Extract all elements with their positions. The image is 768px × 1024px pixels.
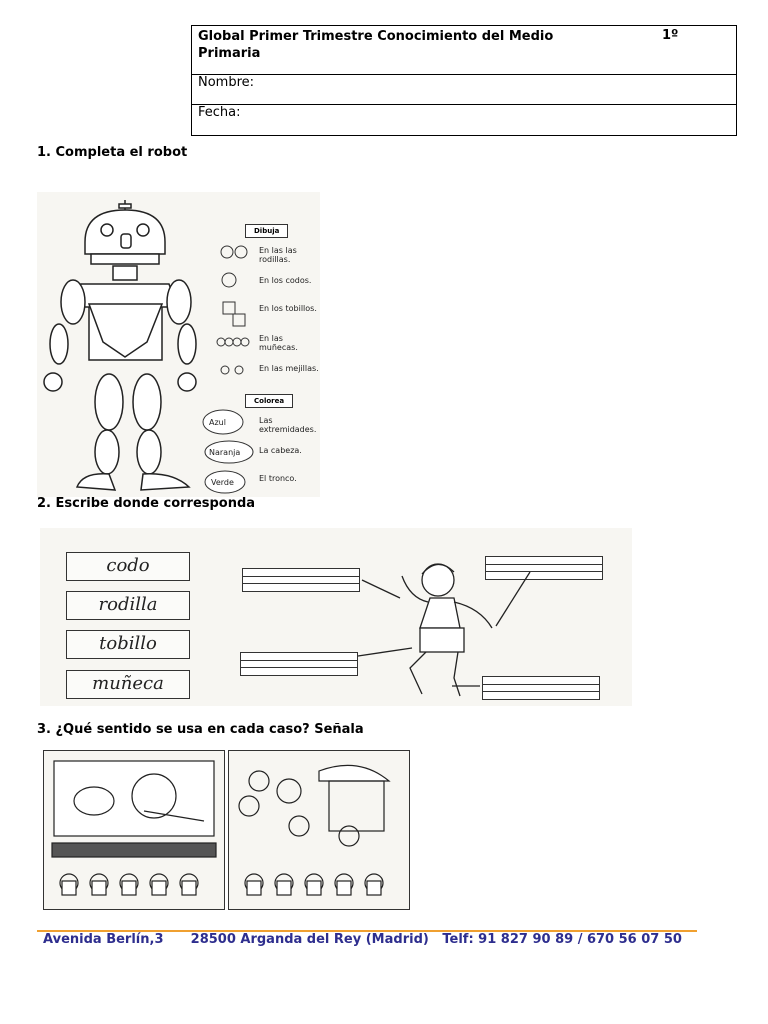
date-label: Fecha: (198, 105, 241, 120)
word-muneca: muñeca (66, 670, 190, 699)
senses-picture-cinema (43, 750, 225, 910)
cinema-drawing (44, 751, 224, 909)
draw-tag: Dibuja (245, 224, 288, 238)
header-title-row (192, 26, 736, 75)
draw-item-1: En las las rodillas. (259, 246, 297, 264)
color-item-1: Las extremidades. (259, 416, 317, 434)
worksheet-title: Global Primer Trimestre Conocimiento del Medio Primaria (198, 29, 554, 61)
draw-item-5: En las mejillas. (259, 364, 319, 373)
question-1: 1. Completa el robot (37, 145, 188, 160)
color-item-2: La cabeza. (259, 446, 302, 455)
cloud-naranja: Naranja (209, 448, 241, 457)
footer-address: Avenida Berlín,3 28500 Arganda del Rey (Madrid) Telf: 91 827 90 89 / 670 56 07 50 (43, 932, 682, 947)
cloud-azul: Azul (209, 418, 226, 427)
word-rodilla: rodilla (66, 591, 190, 620)
color-item-3: El tronco. (259, 474, 297, 483)
grade-label: 1º (662, 28, 679, 43)
market-drawing (229, 751, 409, 909)
color-tag: Colorea (245, 394, 293, 408)
cloud-verde: Verde (211, 478, 234, 487)
word-tobillo: tobillo (66, 630, 190, 659)
question-2: 2. Escribe donde corresponda (37, 496, 256, 511)
draw-item-2: En los codos. (259, 276, 312, 285)
word-codo: codo (66, 552, 190, 581)
boy-drawing (40, 528, 632, 706)
draw-item-3: En los tobillos. (259, 304, 317, 313)
name-label: Nombre: (198, 75, 255, 90)
senses-picture-market (228, 750, 410, 910)
draw-item-4: En las muñecas. (259, 334, 298, 352)
body-parts-exercise (40, 528, 632, 706)
robot-figure (37, 192, 320, 497)
draw-symbols (213, 242, 257, 402)
name-row[interactable] (192, 75, 736, 105)
question-3: 3. ¿Qué sentido se usa en cada caso? Señala (37, 722, 364, 737)
date-row[interactable] (192, 105, 736, 135)
header-table (191, 25, 737, 136)
